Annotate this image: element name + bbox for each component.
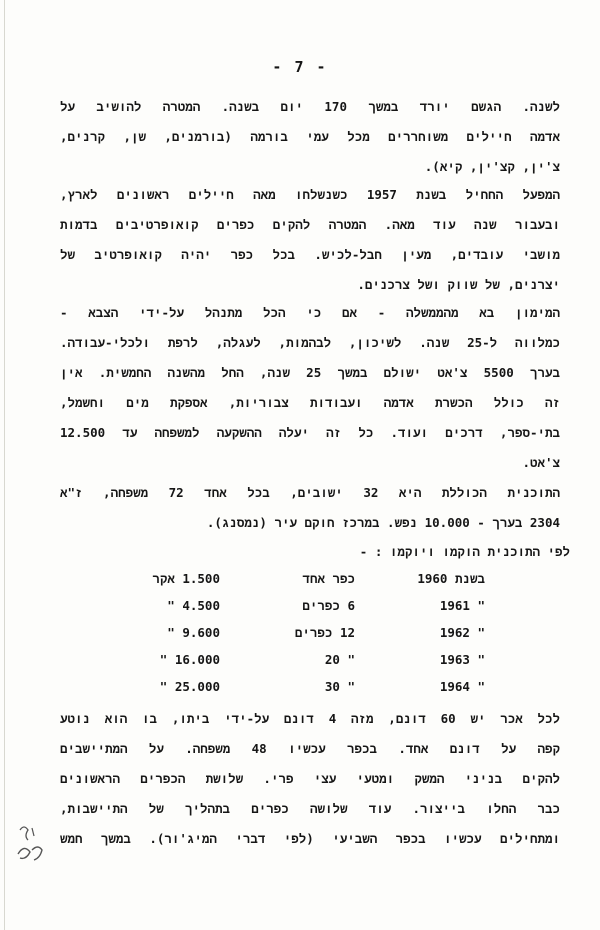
table-row — [0, 647, 600, 673]
villages-cell: " 30 — [324, 679, 355, 694]
paragraph-2 — [60, 180, 560, 300]
text-line: כבר החלו בייצור. עוד שלושה כפרים בתהליך של התיישבות, — [60, 801, 560, 816]
villages-cell: כפר אחד — [302, 571, 355, 586]
plan-heading: לפי התוכנית הוקמו ויוקמו : - — [359, 544, 570, 559]
year-cell: " 1964 — [439, 679, 485, 694]
page-number: - 7 - — [272, 58, 328, 76]
handwritten-annotation — [12, 820, 52, 870]
year-cell: " 1961 — [439, 598, 485, 613]
text-line: קפה על דונם אחד. בכפר עכשיו 48 משפחה. על המתיישבים — [60, 741, 560, 756]
text-line: לכל אכר יש 60 דונם, מזה 4 דונם על-ידי ביתו, בו הוא נוטע — [60, 711, 560, 726]
villages-cell: 12 כפרים — [294, 625, 355, 640]
text-line: המימון בא מהממשלה - אם כי הכל מתנהל על-ידי הצבא - — [60, 305, 560, 320]
area-cell: 4.500 " — [167, 598, 220, 613]
text-line: ובעבור שנה עוד מאה. המטרה להקים כפרים קואופרטיבים בדמות — [60, 217, 560, 232]
table-row — [0, 566, 600, 592]
left-margin-rule — [4, 0, 5, 930]
paragraph-4 — [60, 478, 560, 538]
text-line: צ'אט. — [522, 455, 560, 470]
text-line: צ'ין, קצ'ין, קיא). — [424, 159, 560, 174]
year-cell: " 1963 — [439, 652, 485, 667]
text-line: המפעל החחיל בשנת 1957 כשנשלחו מאה חיילים ראשונים לארץ, — [60, 187, 560, 202]
text-line: 2304 בערך - 10.000 נפש. במרכז חוקם עיר (נמסנג). — [206, 515, 560, 530]
area-cell: 25.000 " — [159, 679, 220, 694]
villages-cell: 6 כפרים — [302, 598, 355, 613]
text-line: לשנה. הגשם יורד במשך 170 יום בשנה. המטרה להושיב על — [60, 99, 560, 114]
area-cell: 16.000 " — [159, 652, 220, 667]
year-cell: בשנת 1960 — [417, 571, 485, 586]
paragraph-3 — [60, 298, 560, 478]
table-row — [0, 620, 600, 646]
villages-cell: " 20 — [324, 652, 355, 667]
text-line: בערך 5500 צ'אט ישולם במשך 25 שנה, החל מהשנה החמשית. אין — [60, 365, 560, 380]
table-row — [0, 593, 600, 619]
text-line: בתי-ספר, דרכים ועוד. כל זה יעלה ההשקעה למשפחה עד 12.500 — [60, 425, 560, 440]
closing-paragraph — [60, 704, 560, 854]
area-cell: 1.500 אקר — [152, 571, 220, 586]
text-line: אדמה חיילים משוחררים מכל עמי בורמה (בורמנים, שן, קרנים, — [60, 129, 560, 144]
text-line: ומתחילים עכשיו בכפר השביעי (לפי דברי המיג'ור). במשך חמש — [60, 831, 560, 846]
paragraph-1 — [60, 92, 560, 182]
area-cell: 9.600 " — [167, 625, 220, 640]
table-row — [0, 674, 600, 700]
text-line: מושבי עובדים, מעין חבל-לכיש. בכל כפר יהיה קואופרטיב של — [60, 247, 560, 262]
text-line: להקים בניני המשק ומטעי עצי פרי. שלושת הכפרים הראשונים — [60, 771, 560, 786]
text-line: כמלווה ל-25 שנה. לשיכון, לבהמות, לעגלה, לרפת ולכלי-עבודה. — [60, 335, 560, 350]
text-line: יצרנים, של שווק ושל צרכנים. — [357, 277, 560, 292]
year-cell: " 1962 — [439, 625, 485, 640]
text-line: זה כולל הכשרת אדמה ועבודות צבוריות, אספקת מים וחשמל, — [60, 395, 560, 410]
text-line: התוכנית הכוללת היא 32 ישובים, בכל אחד 72 משפחה, ז"א — [60, 485, 560, 500]
